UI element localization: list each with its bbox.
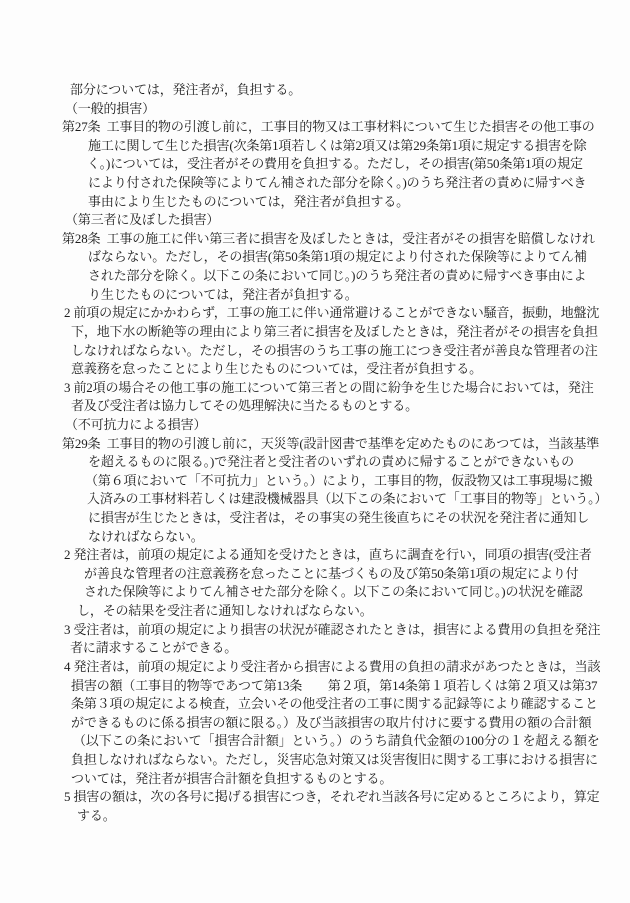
clause-caption-line: （不可抗力による損害） bbox=[65, 416, 207, 432]
text-line: 入済みの工事材料若しくは建設機械器具（以下この条において「工事目的物等」という。） bbox=[87, 491, 608, 507]
text-line: 施工に関して生じた損害(次条第1項若しくは第2項又は第29条第1項に規定する損害を除 bbox=[88, 137, 587, 153]
clause-caption-line: （第三者に及ぼした損害） bbox=[65, 212, 220, 228]
text-line: ができるものに係る損害の額に限る。）及び当該損害の取片付けに要する費用の額の合計額 bbox=[71, 714, 592, 730]
text-line: 部分については，発注者が，負担する。 bbox=[70, 82, 302, 97]
text-line: なければならない。 bbox=[88, 528, 204, 544]
article-heading-line: 第27条 工事目的物の引渡し前に，工事目的物又は工事材料について生じた損害その他工事の bbox=[62, 119, 595, 135]
text-line: 者及び受注者は協力してその処理解決に当たるものとする。 bbox=[71, 398, 418, 414]
text-line: り生じたものについては，発注者が負担する。 bbox=[88, 286, 358, 302]
text-line: く。)については，受注者がその費用を負担する。ただし，その損害(第50条第1項の規定 bbox=[87, 156, 583, 172]
text-line: が善良な管理者の注意義務を怠ったことに基づくもの及び第50条第1項の規定により付 bbox=[84, 565, 579, 581]
article-heading-line: 第29条 工事目的物の引渡し前に，天災等(設計図書で基準を定めたものにあつては，当該基準 bbox=[62, 435, 600, 451]
text-line: により付された保険等によりてん補された部分を除く。)のうち発注者の責めに帰すべき bbox=[88, 175, 587, 191]
numbered-paragraph-line: 2 発注者は，前項の規定による通知を受けたときは，直ちに調査を行い，同項の損害(受注者 bbox=[64, 547, 592, 563]
clause-caption-line: （一般的損害） bbox=[65, 100, 155, 116]
text-line: する。 bbox=[77, 807, 116, 823]
document-body bbox=[0, 81, 630, 825]
text-line: された保険等によりてん補させた部分を除く。以下この条において同じ。)の状況を確認 bbox=[84, 584, 583, 600]
text-line: しなければならない。ただし，その損害のうち工事の施工につき受注者が善良な管理者の注 bbox=[71, 342, 598, 358]
text-line: （第６項において「不可抗力」という。）により，工事目的物，仮設物又は工事現場に搬 bbox=[85, 472, 593, 488]
text-line: 下，地下水の断絶等の理由により第三者に損害を及ぼしたときは，発注者がその損害を負担 bbox=[71, 323, 598, 339]
numbered-paragraph-line: 2 前項の規定にかかわらず，工事の施工に伴い通常避けることができない騒音，振動，地盤沈 bbox=[64, 305, 600, 321]
text-line: ばならない。ただし，その損害(第50条第1項の規定により付された保険等によりてん補 bbox=[88, 249, 587, 265]
numbered-paragraph-line: 3 前2項の場合その他工事の施工について第三者との間に紛争を生じた場合においては，発注 bbox=[64, 379, 594, 395]
text-line: 事由により生じたものについては，発注者が負担する。 bbox=[88, 193, 409, 209]
numbered-paragraph-line: 4 発注者は，前項の規定により受注者から損害による費用の負担の請求があつたときは，当該 bbox=[64, 658, 601, 674]
text-line: を超えるものに限る。)で発注者と受注者のいずれの責めに帰することができないもの bbox=[88, 454, 574, 470]
article-heading-line: 第28条 工事の施工に伴い第三者に損害を及ぼしたときは，受注者がその損害を賠償しなけれ bbox=[62, 230, 595, 246]
text-line: し，その結果を受注者に通知しなければならない。 bbox=[77, 603, 373, 619]
text-line: 意義務を怠ったことにより生じたものについては，受注者が負担する。 bbox=[71, 361, 482, 377]
text-line: に損害が生じたときは，受注者は，その事実の発生後直ちにその状況を発注者に通知し bbox=[88, 510, 590, 526]
text-line: ついては，発注者が損害合計額を負担するものとする。 bbox=[71, 770, 393, 786]
text-line: 損害の額（工事目的物等であつて第13条 第２項，第14条第１項若しくは第２項又は第37 bbox=[71, 677, 598, 693]
numbered-paragraph-line: 5 損害の額は，次の各号に掲げる損害につき，それぞれ当該各号に定めるところにより，算定 bbox=[64, 789, 600, 805]
text-line: 負担しなければならない。ただし，災害応急対策又は災害復旧に関する工事における損害に bbox=[71, 751, 598, 767]
numbered-paragraph-line: 3 受注者は，前項の規定により損害の状況が確認されたときは，損害による費用の負担を発注 bbox=[64, 621, 601, 637]
text-line: された部分を除く。以下この条において同じ。)のうち発注者の責めに帰すべき事由によ bbox=[88, 268, 587, 284]
text-line: 者に請求することができる。 bbox=[70, 640, 238, 656]
text-line: 条第３項の規定による検査，立会いその他受注者の工事に関する記録等により確認すること bbox=[71, 696, 598, 712]
text-line: （以下この条において「損害合計額」という。）のうち請負代金額の100分の１を超える額を bbox=[73, 733, 600, 749]
